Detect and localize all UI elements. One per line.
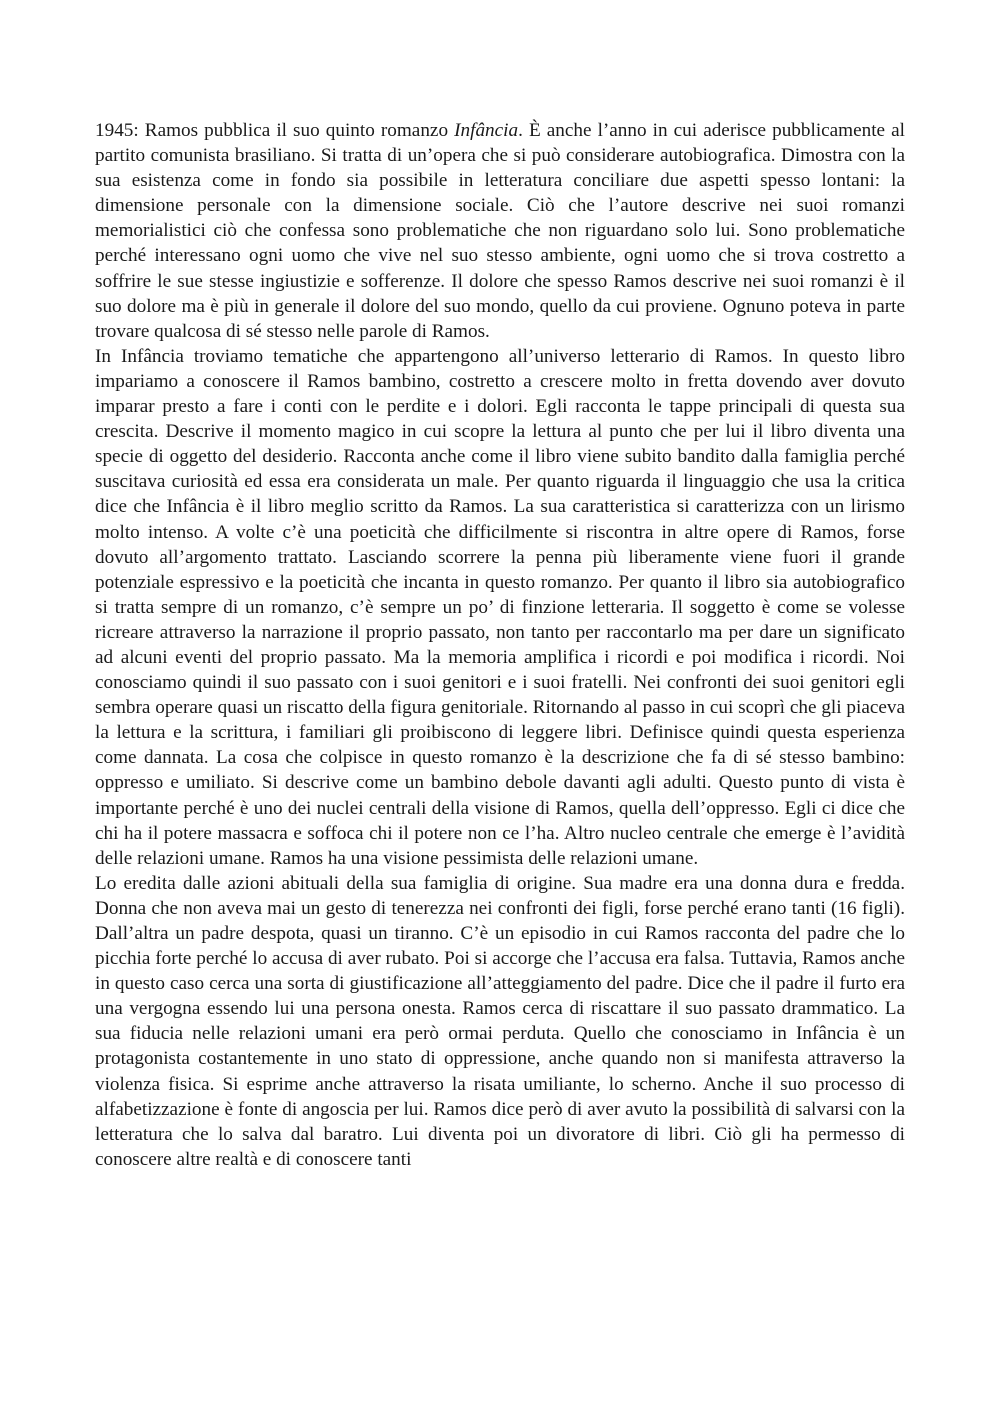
- book-title: Infância: [454, 120, 519, 141]
- paragraph-2: In Infância troviamo tematiche che appartengono all’universo letterario di Ramos. In questo libro impariamo a conoscere il Ramos bambino, costretto a crescere molto in fretta dovendo aver dovuto imparar presto a fare i conti con le perdite e i dolori. Egli racconta le tappe principali di questa sua crescita. Descrive il momento magico in cui scopre la lettura al punto che per lui il libro diventa una specie di oggetto del desiderio. Racconta anche come il libro viene subito bandito dalla famiglia perché suscitava curiosità ed essa era considerata un male. Per quanto riguarda il linguaggio che usa la critica dice che Infância è il libro meglio scritto da Ramos. La sua caratteristica si caratterizza con un lirismo molto intenso. A volte c’è una poeticità che difficilmente si riscontra in altre opere di Ramos, forse dovuto all’argomento trattato. Lasciando scorrere la penna più liberamente viene fuori il grande potenziale espressivo e la poeticità che incanta in questo romanzo. Per quanto il libro sia autobiografico si tratta sempre di un romanzo, c’è sempre un po’ di finzione letteraria. Il soggetto è come se volesse ricreare attraverso la narrazione il proprio passato, non tanto per raccontarlo ma per dare un significato ad alcuni eventi del proprio passato. Ma la memoria amplifica i ricordi e poi modifica i ricordi. Noi conosciamo quindi il suo passato con i suoi genitori e i suoi fratelli. Nei confronti dei suoi genitori egli sembra operare quasi un riscatto della figura genitoriale. Ritornando al passo in cui scoprì che gli piaceva la lettura e la scrittura, i familiari gli proibiscono di leggere libri. Definisce quindi questa esperienza come dannata. La cosa che colpisce in questo romanzo è la descrizione che fa di sé stesso bambino: oppresso e umiliato. Si descrive come un bambino debole davanti agli adulti. Questo punto di vista è importante perché è uno dei nuclei centrali della visione di Ramos, quella dell’oppresso. Egli ci dice che chi ha il potere massacra e soffoca chi il potere non ce l’ha. Altro nucleo centrale che emerge è l’avidità delle relazioni umane. Ramos ha una visione pessimista delle relazioni umane.: [95, 345, 905, 869]
- paragraph-1-body: . È anche l’anno in cui aderisce pubblicamente al partito comunista brasiliano. Si tratta di un’opera che si può considerare autobiografica. Dimostra con la sua esistenza come in fondo sia possibile in letteratura conciliare due aspetti spesso lontani: la dimensione personale con la dimensione sociale. Ciò che l’autore descrive nei suoi romanzi memorialistici ciò che confessa sono problematiche che non riguardano solo lui. Sono problematiche perché interessano ogni uomo che vive nel suo stesso ambiente, ogni uomo che si trova costretto a soffrire le sue stesse ingiustizie e sofferenze. Il dolore che spesso Ramos descrive nei suoi romanzi è il suo dolore ma è più in generale il dolore del suo mondo, quello da cui proviene. Ognuno poteva in parte trovare qualcosa di sé stesso nelle parole di Ramos.: [95, 120, 905, 342]
- paragraph-1: [95, 118, 905, 344]
- paragraph-1-intro: 1945: Ramos pubblica il suo quinto romanzo: [95, 120, 455, 141]
- document-page: [95, 118, 905, 1172]
- paragraph-3: Lo eredita dalle azioni abituali della sua famiglia di origine. Sua madre era una donna dura e fredda. Donna che non aveva mai un gesto di tenerezza nei confronti dei figli, forse perché erano tanti (16 figli). Dall’altra un padre despota, quasi un tiranno. C’è un episodio in cui Ramos racconta del padre che lo picchia forte perché lo accusa di aver rubato. Poi si accorge che l’accusa era falsa. Tuttavia, Ramos anche in questo caso cerca una sorta di giustificazione all’atteggiamento del padre. Dice che il padre il furto era una vergogna essendo lui una persona onesta. Ramos cerca di riscattare il suo passato drammatico. La sua fiducia nelle relazioni umani era però ormai perduta. Quello che conosciamo in Infância è un protagonista costantemente in uno stato di oppressione, anche quando non si manifesta attraverso la violenza fisica. Si esprime anche attraverso la risata umiliante, lo scherno. Anche il suo processo di alfabetizzazione è fonte di angoscia per lui. Ramos dice però di aver avuto la possibilità di salvarsi con la letteratura che lo salva dal baratro. Lui diventa poi un divoratore di libri. Ciò gli ha permesso di conoscere altre realtà e di conoscere tanti: [95, 872, 905, 1170]
